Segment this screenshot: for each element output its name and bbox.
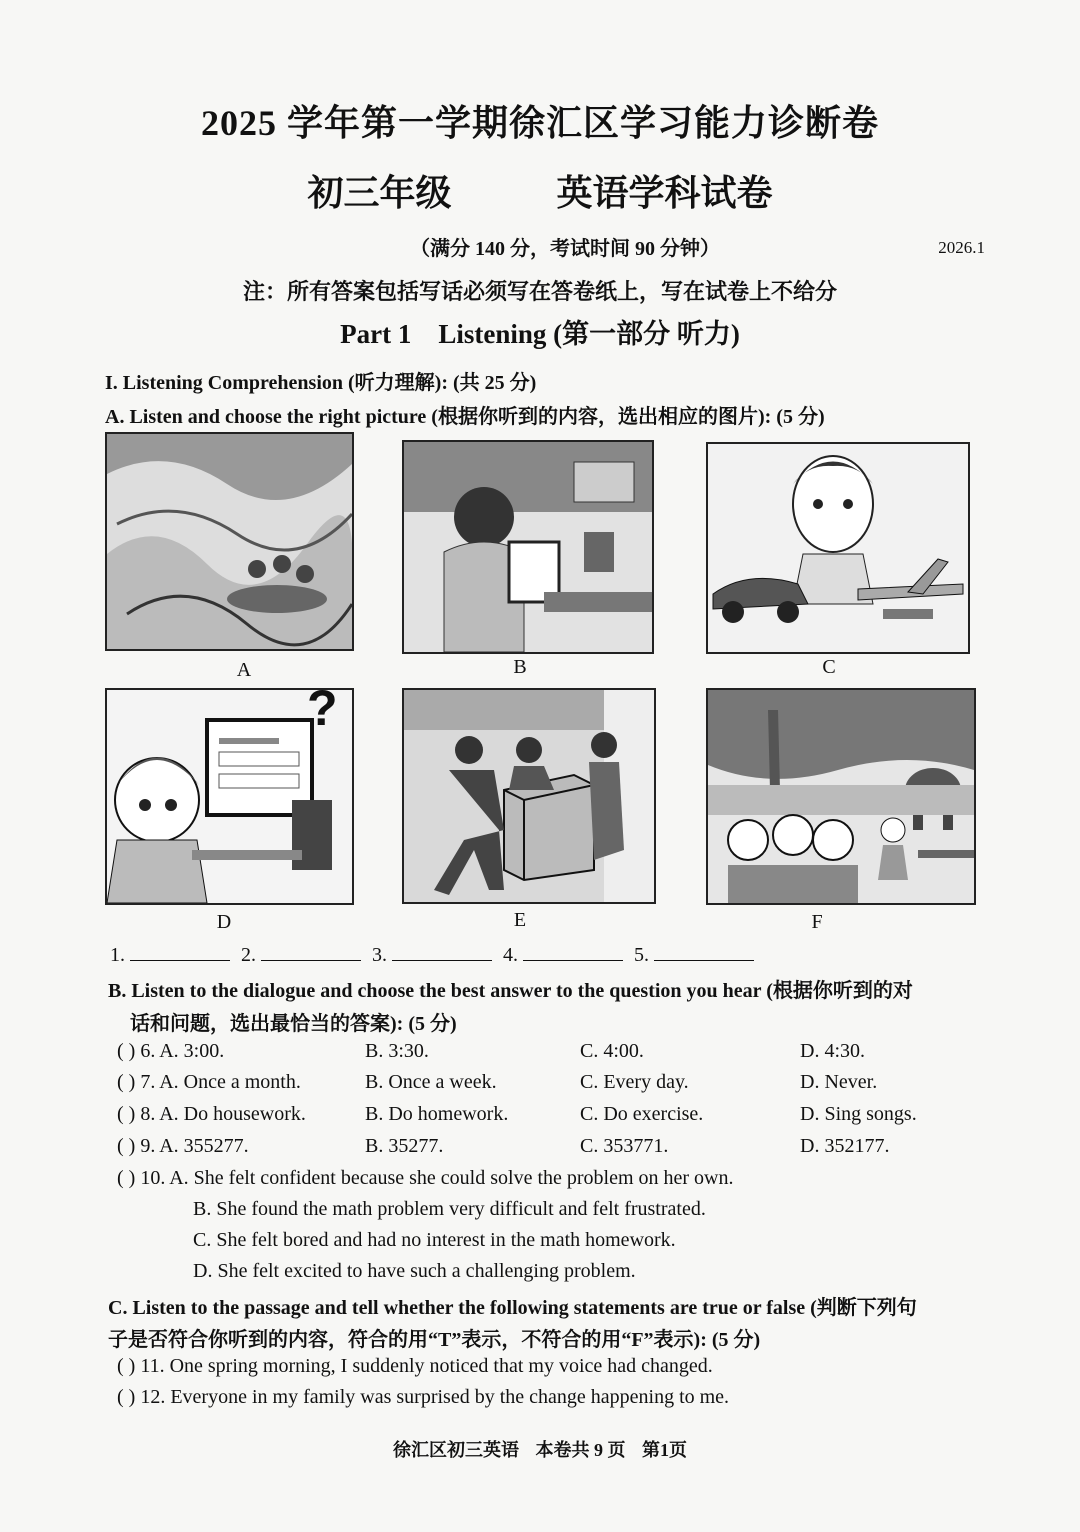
q9-option-c: C. 353771. bbox=[580, 1135, 669, 1157]
answer-blank-4[interactable] bbox=[523, 942, 623, 961]
blank-label-4: 4. bbox=[503, 944, 518, 966]
footer-total-pages: 本卷共 9 页 bbox=[535, 1440, 626, 1460]
q8-option-c: C. Do exercise. bbox=[580, 1103, 704, 1125]
q9-option-b: B. 35277. bbox=[365, 1135, 444, 1157]
answer-blank-2[interactable] bbox=[261, 942, 361, 961]
boy-car-plane-picture-icon bbox=[706, 442, 970, 654]
footer-exam-name: 徐汇区初三英语 bbox=[393, 1440, 519, 1460]
picture-label-f: F bbox=[811, 911, 823, 933]
part-c-heading-line2: 子是否符合你听到的内容，符合的用“T”表示，不符合的用“F”表示): (5 分) bbox=[108, 1329, 761, 1351]
answer-blank-1[interactable] bbox=[130, 942, 230, 961]
part-b-heading-line1: B. Listen to the dialogue and choose the best answer to the question you hear (根据你听到的对 bbox=[108, 980, 913, 1002]
q8-option-a: ( ) 8. A. Do housework. bbox=[117, 1103, 306, 1125]
exam-subtitle bbox=[0, 165, 1080, 216]
q10-option-b: B. She found the math problem very difficult and felt frustrated. bbox=[193, 1198, 706, 1220]
score-time-info: （满分 140 分，考试时间 90 分钟） bbox=[410, 238, 720, 260]
part-a-heading: A. Listen and choose the right picture (根据你听到的内容，选出相应的图片): (5 分) bbox=[105, 406, 825, 428]
picture-label-b: B bbox=[513, 656, 527, 678]
q10-option-a: ( ) 10. A. She felt confident because she could solve the problem on her own. bbox=[117, 1167, 734, 1189]
exam-title: 2025 学年第一学期徐汇区学习能力诊断卷 bbox=[200, 103, 879, 143]
q6-option-a: ( ) 6. A. 3:00. bbox=[117, 1040, 225, 1062]
grade-label: 初三年级 bbox=[307, 173, 452, 213]
part-b-heading-line2: 话和问题，选出最恰当的答案): (5 分) bbox=[130, 1013, 457, 1035]
svg-text:?: ? bbox=[307, 690, 338, 736]
q8-option-b: B. Do homework. bbox=[365, 1103, 509, 1125]
answer-blank-3[interactable] bbox=[392, 942, 492, 961]
part-c-heading-line1: C. Listen to the passage and tell whether the following statements are true or false (判断下列句 bbox=[108, 1297, 917, 1319]
q7-option-a: ( ) 7. A. Once a month. bbox=[117, 1071, 301, 1093]
section-heading: I. Listening Comprehension (听力理解): (共 25 分) bbox=[105, 372, 537, 394]
statement-12: ( ) 12. Everyone in my family was surprised by the change happening to me. bbox=[117, 1386, 730, 1408]
blank-label-5: 5. bbox=[634, 944, 649, 966]
q7-option-d: D. Never. bbox=[800, 1071, 878, 1093]
q6-option-d: D. 4:30. bbox=[800, 1040, 865, 1062]
blank-label-1: 1. bbox=[110, 944, 125, 966]
answer-blanks-row bbox=[110, 942, 760, 967]
answer-blank-5[interactable] bbox=[654, 942, 754, 961]
q9-option-d: D. 352177. bbox=[800, 1135, 890, 1157]
answer-note: 注：所有答案包括写话必须写在答卷纸上，写在试卷上不给分 bbox=[242, 279, 837, 304]
q7-option-b: B. Once a week. bbox=[365, 1071, 497, 1093]
q6-option-c: C. 4:00. bbox=[580, 1040, 644, 1062]
q8-option-d: D. Sing songs. bbox=[800, 1103, 917, 1125]
statement-11: ( ) 11. One spring morning, I suddenly noticed that my voice had changed. bbox=[117, 1355, 713, 1377]
zoo-visit-picture-icon bbox=[706, 688, 976, 905]
picture-label-d: D bbox=[216, 911, 232, 933]
picture-label-e: E bbox=[513, 909, 527, 931]
rafting-picture-icon bbox=[105, 432, 354, 651]
blank-label-3: 3. bbox=[372, 944, 387, 966]
q9-option-a: ( ) 9. A. 355277. bbox=[117, 1135, 249, 1157]
subject-label: 英语学科试卷 bbox=[556, 173, 773, 213]
picture-label-a: A bbox=[236, 659, 252, 681]
q6-option-b: B. 3:30. bbox=[365, 1040, 429, 1062]
footer-page-number: 第1页 bbox=[642, 1440, 687, 1460]
moving-box-picture-icon bbox=[402, 688, 656, 904]
classroom-computer-picture-icon bbox=[402, 440, 654, 654]
part-heading: Part 1 Listening (第一部分 听力) bbox=[340, 319, 740, 349]
blank-label-2: 2. bbox=[241, 944, 256, 966]
girl-computer-question-picture-icon bbox=[105, 688, 354, 905]
page-footer bbox=[0, 1436, 1080, 1462]
picture-label-c: C bbox=[822, 656, 836, 678]
exam-date: 2026.1 bbox=[938, 238, 985, 257]
q10-option-c: C. She felt bored and had no interest in the math homework. bbox=[193, 1229, 676, 1251]
q7-option-c: C. Every day. bbox=[580, 1071, 689, 1093]
q10-option-d: D. She felt excited to have such a challenging problem. bbox=[193, 1260, 636, 1282]
